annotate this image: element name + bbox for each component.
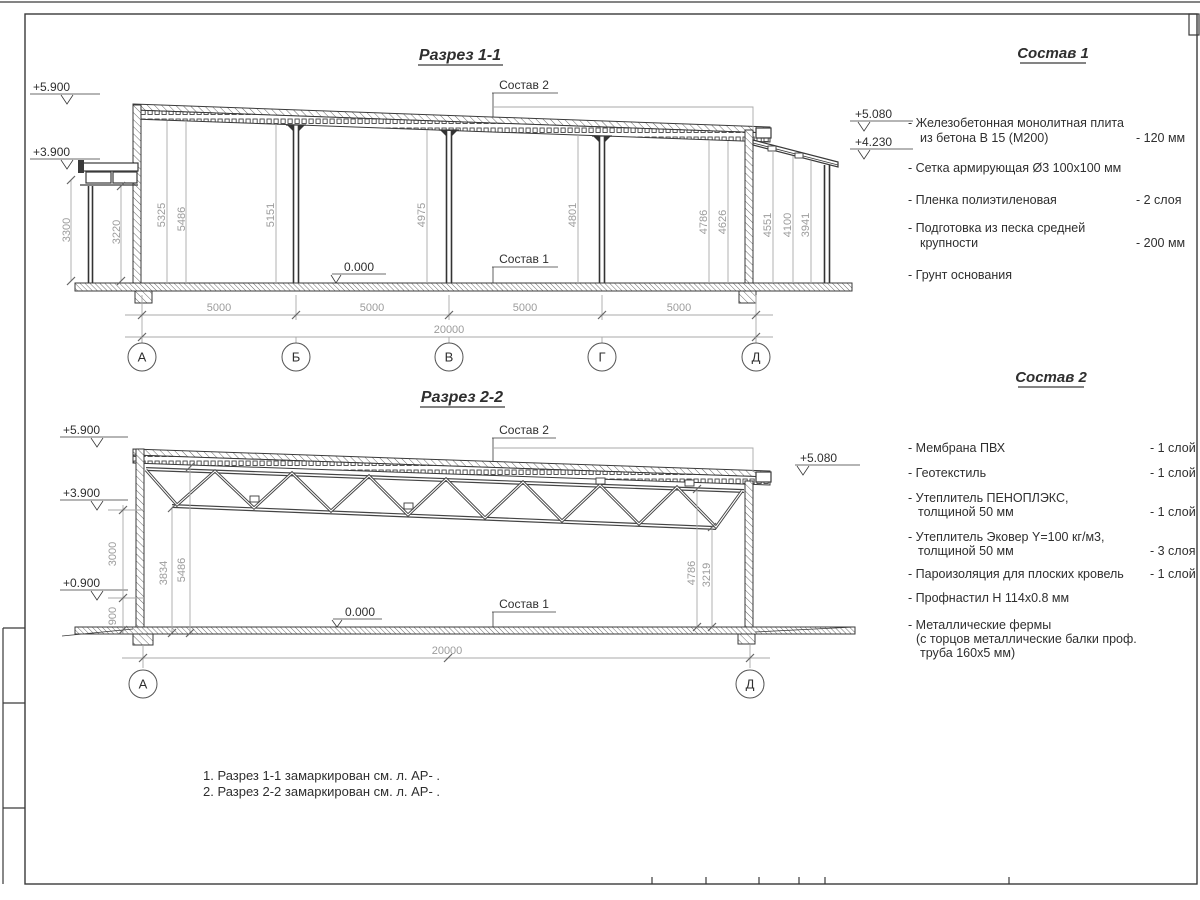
column-axis-b [286,125,306,283]
list-item: - Пароизоляция для плоских кровель [908,567,1124,581]
floor-slab [75,283,852,291]
left-annex [78,160,138,283]
section-2-2 [60,389,860,698]
axis-g: Г [598,349,606,365]
dim-4786: 4786 [698,209,710,235]
list-item: - Геотекстиль [908,466,987,480]
dim-span-3: 5000 [512,302,538,314]
list-item: толщиной 50 мм [918,505,1014,519]
axis-b: Б [291,349,301,365]
list-item-value: - 1 слой [1150,567,1196,581]
elev-label: +5.900 [63,423,101,437]
list-item-value: - 1 слой [1150,441,1196,455]
dim-3219: 3219 [701,562,713,588]
note-2: 2. Разрез 2-2 замаркирован см. л. АР- . [203,784,441,799]
zero-label: 0.000 [344,260,375,274]
dim-5486: 5486 [176,206,188,232]
list-item: - Грунт основания [908,268,1013,282]
column-axis-g [592,136,612,283]
dim-3834: 3834 [158,560,170,586]
elev-label: +5.080 [855,107,893,121]
list-item: (с торцов металлические балки проф. [916,632,1137,646]
footing-axis-d [739,290,756,303]
zero-mark-2 [332,605,382,627]
dim-3300: 3300 [61,217,73,243]
axis2-a: А [138,676,148,692]
vertical-dims [61,121,812,285]
column-axis-v [439,130,459,283]
axis-v: В [444,349,454,365]
list-item: - Металлические фермы [908,618,1052,632]
axis-bubbles [128,337,770,371]
list-item: труба 160х5 мм) [920,646,1016,660]
list-item-value: - 1 слой [1150,466,1196,480]
dim-5486-2: 5486 [176,557,188,583]
dim-span-1: 5000 [206,302,232,314]
section2-title: Разрез 2-2 [420,389,504,406]
elev-label: +4.230 [855,135,893,149]
dim-4801: 4801 [567,202,579,228]
elev2-3900 [60,486,128,510]
list-item: крупности [920,236,979,250]
sostav2-list [908,369,1196,660]
axis-d: Д [751,349,761,365]
wall-axis-d [745,130,753,283]
sostav1-callout-2 [492,597,556,627]
list-item: - Пленка полиэтиленовая [908,193,1057,207]
sostav1-callout [492,252,558,283]
dim-3941: 3941 [800,212,812,238]
sostav2-title: Состав 2 [1015,369,1087,386]
sostav1-title: Состав 1 [1017,45,1089,62]
section-1-1 [30,47,913,371]
list-item: - Сетка армирующая Ø3 100х100 мм [908,161,1122,175]
footing2-axis-a [133,633,153,645]
bottom-dims [125,295,773,343]
elev-label: +0.900 [63,576,101,590]
list-item: - Профнастил Н 114х0.8 мм [908,591,1070,605]
right-annex [753,140,838,283]
dim-4786-2: 4786 [686,560,698,586]
list-item-value: - 3 слоя [1150,544,1196,558]
vertical-dims-2 [107,463,716,637]
list-item: - Подготовка из песка средней [908,221,1086,235]
list-item: - Утеплитель ПЕНОПЛЭКС, [908,491,1069,505]
dim-4551: 4551 [762,212,774,238]
elev2-5900 [60,423,128,447]
list-item: - Утеплитель Эковер Y=100 кг/м3, [908,530,1105,544]
elev-label: +3.900 [33,145,71,159]
sostav1-label: Состав 1 [499,597,549,611]
dim-4100: 4100 [782,212,794,238]
elev-label: +5.080 [800,451,838,465]
dim-5325: 5325 [156,202,168,228]
axis2-d: Д [745,676,755,692]
dim-5151: 5151 [265,202,277,228]
wall2-axis-d [745,481,753,632]
dim-total: 20000 [433,324,465,336]
footing-axis-a [135,290,152,303]
zero-label: 0.000 [345,605,376,619]
dim-4975: 4975 [416,202,428,228]
dim-3000: 3000 [107,541,119,567]
dim-3220: 3220 [111,219,123,245]
section1-title: Разрез 1-1 [418,47,502,64]
elev2-5080 [795,451,860,475]
dim-total-2: 20000 [431,645,463,657]
roof2-end-cap [756,472,771,482]
axis-a: А [137,349,147,365]
elev-5900 [30,80,100,104]
list-item-value: - 120 мм [1136,131,1186,145]
sostav1-label: Состав 1 [499,252,549,266]
bottom-dims-2 [122,645,770,698]
list-item: - Мембрана ПВХ [908,441,1006,455]
elev-label: +3.900 [63,486,101,500]
roof-end-cap [756,128,771,138]
elev2-0900 [60,576,128,600]
elev-4230 [850,135,913,159]
elev-label: +5.900 [33,80,71,94]
list-item: - Железобетонная монолитная плита [908,116,1124,130]
title-block-stubs [652,877,1009,884]
wall-axis-a [133,105,141,283]
dim-900: 900 [107,606,119,626]
dim-span-4: 5000 [666,302,692,314]
list-item: из бетона В 15 (М200) [920,131,1049,145]
sostav2-label: Состав 2 [499,423,549,437]
sostav1-list [908,45,1185,282]
dim-4626: 4626 [717,209,729,235]
dim-span-2: 5000 [359,302,385,314]
note-1: 1. Разрез 1-1 замаркирован см. л. АР- . [203,768,441,783]
list-item-value: - 200 мм [1136,236,1186,250]
elev-5080 [850,107,913,131]
list-item: толщиной 50 мм [918,544,1014,558]
list-item-value: - 2 слоя [1136,193,1182,207]
notes [203,768,440,799]
zero-mark [331,260,386,283]
wall2-axis-a [136,449,144,633]
sostav2-label: Состав 2 [499,78,549,92]
list-item-value: - 1 слой [1150,505,1196,519]
